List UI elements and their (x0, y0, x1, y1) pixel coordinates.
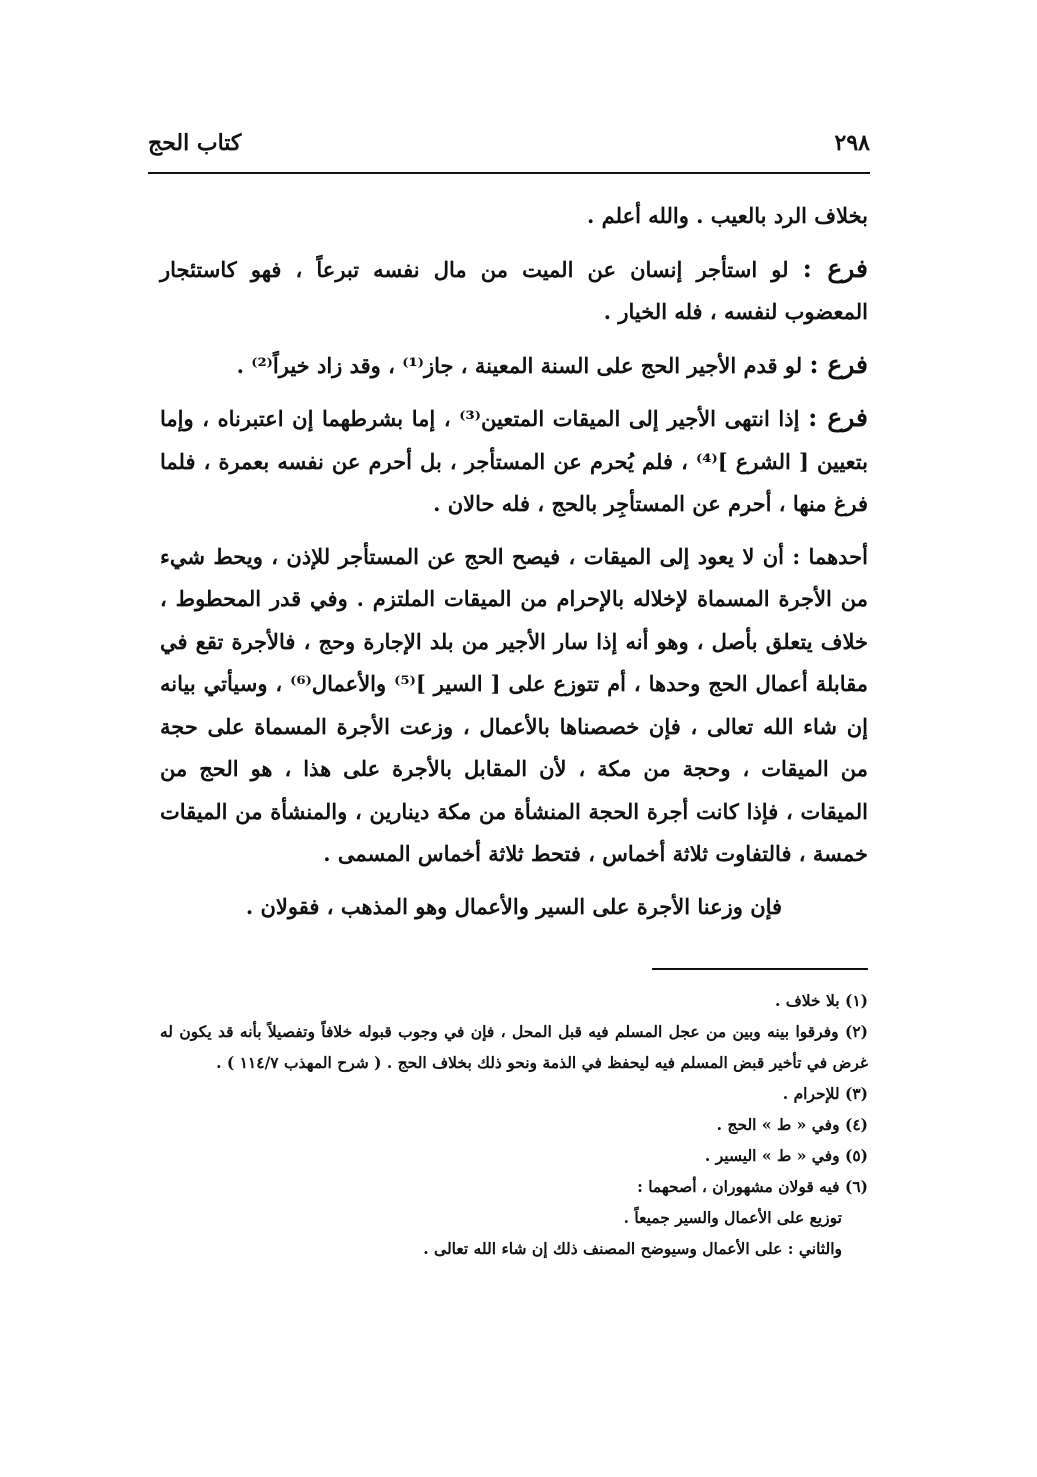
footnote-number: (٦) (844, 1177, 868, 1196)
footnote-3 (160, 1078, 868, 1109)
paragraph-3 (160, 344, 868, 388)
footnote-1 (160, 985, 868, 1016)
paragraph-2-text: لو استأجر إنسان عن الميت من مال نفسه تبرعاً ، فهو كاستئجار المعضوب لنفسه ، فله الخيار . (160, 256, 868, 324)
footnote-4 (160, 1109, 868, 1140)
far-label: فرع : (808, 403, 869, 432)
footnote-number: (٣) (844, 1084, 868, 1103)
paragraph-5: أحدهما : أن لا يعود إلى الميقات ، فيصح الحج عن المستأجر للإذن ، ويحط شيء من الأجرة المسماة لإخلاله بالإحرام من الميقات الملتزم . وفي قدر المحطوط ، خلاف يتعلق بأصل ، وهو أنه إذا سار الأجير من بلد الإجارة وحج ، فالأجرة تقع في مقابلة أعمال الحج وحدها ، أم تتوزع على [ السير ]⁽⁵⁾ والأعمال⁽⁶⁾ ، وسيأتي بيانه إن شاء الله تعالى ، فإن خصصناها بالأعمال ، وزعت الأجرة المسماة على حجة من الميقات ، وحجة من مكة ، لأن المقابل بالأجرة على هذا ، هو الحج من الميقات ، فإذا كانت أجرة الحجة المنشأة من مكة دينارين ، والمنشأة من الميقات خمسة ، فالتفاوت ثلاثة أخماس ، فتحط ثلاثة أخماس المسمى . (160, 543, 868, 866)
page-number: ٢٩٨ (834, 130, 870, 156)
footnote-2 (160, 1016, 868, 1078)
main-text (160, 195, 868, 928)
far-label: فرع : (802, 253, 869, 283)
footnote-5 (160, 1140, 868, 1171)
footnote-text: بلا خلاف . (774, 991, 845, 1010)
footnote-text: للإحرام . (782, 1084, 845, 1103)
paragraph-6: فإن وزعنا الأجرة على السير والأعمال وهو المذهب ، فقولان . (245, 893, 783, 919)
footnote-number: (٢) (844, 1022, 868, 1041)
paragraph-3-text: لو قدم الأجير الحج على السنة المعينة ، جاز⁽¹⁾ ، وقد زاد خيراً⁽²⁾ . (236, 352, 810, 378)
book-title: كتاب الحج (148, 130, 242, 156)
footnote-rule (652, 968, 868, 970)
paragraph-2 (160, 248, 868, 334)
footnotes (160, 985, 868, 1264)
page-header (148, 130, 870, 170)
footnote-6-line-b: والثاني : على الأعمال وسيوضح المصنف ذلك إن شاء الله تعالى . (423, 1239, 842, 1258)
header-rule (148, 172, 870, 174)
far-label: فرع : (809, 349, 868, 379)
footnote-text: وفي « ط » اليسير . (704, 1146, 845, 1165)
footnote-text: فيه قولان مشهوران ، أصحهما : (637, 1177, 845, 1196)
footnote-number: (٥) (844, 1146, 868, 1165)
footnote-number: (١) (844, 991, 868, 1010)
paragraph-4 (160, 397, 868, 526)
footnote-number: (٤) (844, 1115, 868, 1134)
paragraph-4-text: إذا انتهى الأجير إلى الميقات المتعين⁽³⁾ ، إما بشرطهما إن اعتبرناه ، وإما بتعيين [ الشرع ]⁽⁴⁾ ، فلم يُحرم عن المستأجر ، بل أحرم عن نفسه بعمرة ، فلما فرغ منها ، أحرم عن المستأجِر بالحج ، فله حالان . (160, 406, 868, 516)
footnote-text: وفرقوا بينه وبين من عجل المسلم فيه قبل المحل ، فإن في وجوب قبوله خلافاً وتفصيلاً بأنه قد يكون له غرض في تأخير قبض المسلم فيه ليحفظ في الذمة ونحو ذلك بخلاف الحج . ( شرح المهذب ١١٤/٧ ) . (160, 1022, 868, 1072)
footnote-6 (160, 1171, 868, 1202)
footnote-text: وفي « ط » الحج . (716, 1115, 845, 1134)
paragraph-1: بخلاف الرد بالعيب . والله أعلم . (587, 203, 868, 228)
footnote-6-line-a: توزيع على الأعمال والسير جميعاً . (623, 1208, 842, 1227)
